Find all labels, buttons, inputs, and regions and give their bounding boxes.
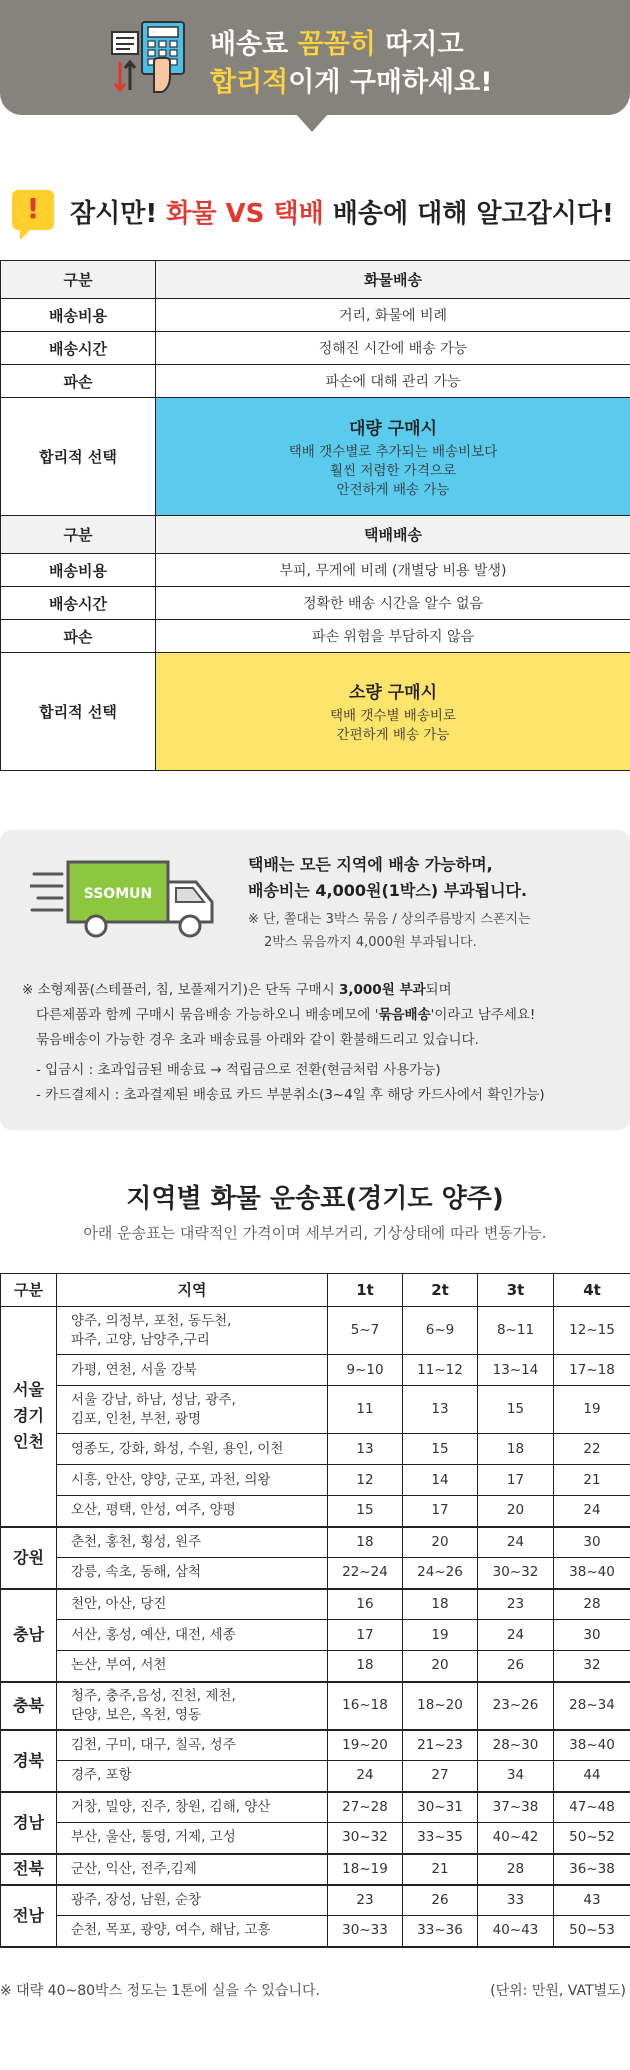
price-cell: 33 [478, 1885, 554, 1916]
price-cell: 15 [478, 1386, 554, 1434]
area-cell: 시흥, 안산, 양양, 군포, 과천, 의왕 [57, 1465, 328, 1496]
region-group-label: 전남 [1, 1885, 57, 1947]
cargo-choice-row [1, 398, 630, 516]
price-cell: 37~38 [478, 1792, 554, 1823]
section-heading: 잠시만! 화물 VS 택배 배송에 대해 알고갑시다! [70, 199, 614, 229]
price-cell: 22 [554, 1434, 630, 1465]
delivery-truck-icon [30, 852, 220, 942]
price-cell: 33~36 [403, 1916, 478, 1947]
price-cell: 28~30 [478, 1730, 554, 1761]
table-row [1, 1386, 630, 1434]
info-note-2: 2박스 묶음까지 4,000원 부과됩니다. [264, 935, 477, 950]
price-cell: 30~32 [328, 1823, 403, 1854]
truck-label: SSOMUN [83, 886, 153, 902]
banner-pointer [296, 114, 328, 132]
price-cell: 30~31 [403, 1792, 478, 1823]
unit-note: (단위: 만원, VAT별도) [490, 1983, 626, 1999]
table-row [1, 554, 630, 587]
parcel-choice-row [1, 653, 630, 771]
region-rate-table [0, 1273, 630, 1948]
price-cell: 30 [554, 1620, 630, 1651]
info-note-1: ※ 단, 쫄대는 3박스 묶음 / 상의주름방지 스폰지는 [248, 912, 531, 927]
price-cell: 43 [554, 1885, 630, 1916]
price-cell: 12 [328, 1465, 403, 1496]
price-cell: 33~35 [403, 1823, 478, 1854]
row-value: 파손 위험을 부담하지 않음 [156, 620, 630, 653]
price-cell: 21 [403, 1854, 478, 1885]
info-bullet-2: - 카드결제시 : 초과결제된 배송료 카드 부분취소(3~4일 후 해당 카드사에서 확인가능) [36, 1087, 545, 1103]
info-title-2: 배송비는 4,000원(1박스) 부과됩니다. [248, 881, 528, 900]
table-row [1, 1823, 630, 1854]
exclamation-icon: ! [12, 190, 54, 230]
price-cell: 40~43 [478, 1916, 554, 1947]
region-group-label: 서울 경기 인천 [1, 1307, 57, 1527]
price-cell: 47~48 [554, 1792, 630, 1823]
price-cell: 13~14 [478, 1355, 554, 1386]
column-header: 지역 [57, 1274, 328, 1307]
area-cell: 부산, 울산, 통영, 거제, 고성 [57, 1823, 328, 1854]
price-cell: 13 [328, 1434, 403, 1465]
price-cell: 16 [328, 1589, 403, 1620]
header-value: 화물배송 [156, 261, 630, 299]
price-cell: 24 [478, 1527, 554, 1558]
price-cell: 22~24 [328, 1558, 403, 1589]
price-cell: 27 [403, 1761, 478, 1792]
price-cell: 38~40 [554, 1558, 630, 1589]
choice-label: 합리적 선택 [1, 398, 156, 516]
choice-line: 안전하게 배송 가능 [336, 481, 450, 498]
price-cell: 17 [328, 1620, 403, 1651]
price-cell: 24 [554, 1496, 630, 1527]
region-group-label: 충북 [1, 1682, 57, 1730]
table-row [1, 1434, 630, 1465]
price-cell: 11 [328, 1386, 403, 1434]
column-header: 2t [403, 1274, 478, 1307]
price-cell: 30~32 [478, 1558, 554, 1589]
price-cell: 12~15 [554, 1307, 630, 1355]
price-cell: 11~12 [403, 1355, 478, 1386]
price-cell: 34 [478, 1761, 554, 1792]
price-cell: 5~7 [328, 1307, 403, 1355]
price-cell: 18 [328, 1527, 403, 1558]
price-cell: 24 [328, 1761, 403, 1792]
cargo-header-row [1, 261, 630, 299]
area-cell: 광주, 장성, 남원, 순창 [57, 1885, 328, 1916]
column-header: 1t [328, 1274, 403, 1307]
price-cell: 18 [403, 1589, 478, 1620]
price-cell: 17~18 [554, 1355, 630, 1386]
price-cell: 36~38 [554, 1854, 630, 1885]
parcel-header-row [1, 516, 630, 554]
table-row [1, 620, 630, 653]
price-cell: 6~9 [403, 1307, 478, 1355]
table-row [1, 1730, 630, 1761]
price-cell: 28~34 [554, 1682, 630, 1730]
area-cell: 서산, 홍성, 예산, 대전, 세종 [57, 1620, 328, 1651]
cargo-choice-cell [156, 398, 630, 516]
table-row [1, 1620, 630, 1651]
price-cell: 21 [554, 1465, 630, 1496]
footnote: ※ 대략 40~80박스 정도는 1톤에 실을 수 있습니다. [0, 1983, 320, 1999]
choice-title: 소량 구매시 [348, 683, 438, 703]
banner-line-1: 배송료 꼼꼼히 따지고 [210, 29, 464, 60]
table-row [1, 1465, 630, 1496]
area-cell: 춘천, 홍천, 횡성, 원주 [57, 1527, 328, 1558]
choice-line: 택배 갯수별로 추가되는 배송비보다 [288, 443, 498, 460]
price-cell: 18~19 [328, 1854, 403, 1885]
info-paragraph-1: ※ 소형제품(스테플러, 침, 보풀제거기)은 단독 구매시 3,000원 부과되며 [22, 982, 452, 998]
info-title-1: 택배는 모든 지역에 배송 가능하며, [248, 855, 493, 874]
area-cell: 영종도, 강화, 화성, 수원, 용인, 이천 [57, 1434, 328, 1465]
row-value: 정확한 배송 시간을 알수 없음 [156, 587, 630, 620]
area-cell: 강릉, 속초, 동해, 삼척 [57, 1558, 328, 1589]
choice-line: 택배 갯수별 배송비로 [330, 708, 456, 724]
area-cell: 가평, 연천, 서울 강북 [57, 1355, 328, 1386]
price-cell: 14 [403, 1465, 478, 1496]
region-group-label: 강원 [1, 1527, 57, 1589]
table-row [1, 1307, 630, 1355]
table-row [1, 587, 630, 620]
header-label: 구분 [1, 261, 156, 299]
area-cell: 오산, 평택, 안성, 여주, 양평 [57, 1496, 328, 1527]
table-row [1, 1761, 630, 1792]
area-cell: 청주, 충주,음성, 진천, 제천, 단양, 보은, 옥천, 영동 [57, 1682, 328, 1730]
table-row [1, 1682, 630, 1730]
area-cell: 경주, 포항 [57, 1761, 328, 1792]
price-cell: 15 [403, 1434, 478, 1465]
region-header-row [1, 1274, 630, 1307]
column-header: 구분 [1, 1274, 57, 1307]
choice-label: 합리적 선택 [1, 653, 156, 771]
price-cell: 19 [554, 1386, 630, 1434]
area-cell: 거창, 밀양, 진주, 창원, 김해, 양산 [57, 1792, 328, 1823]
table-row [1, 1496, 630, 1527]
price-cell: 8~11 [478, 1307, 554, 1355]
choice-title: 대량 구매시 [348, 418, 438, 439]
price-cell: 26 [403, 1885, 478, 1916]
price-cell: 50~52 [554, 1823, 630, 1854]
banner-line-2: 합리적이게 구매하세요! [210, 67, 493, 98]
table-row [1, 1792, 630, 1823]
area-cell: 논산, 부여, 서천 [57, 1651, 328, 1682]
row-value: 거리, 화물에 비례 [156, 299, 630, 332]
row-label: 배송비용 [1, 554, 156, 587]
price-cell: 16~18 [328, 1682, 403, 1730]
price-cell: 18 [478, 1434, 554, 1465]
header-label: 구분 [1, 516, 156, 554]
region-group-label: 경북 [1, 1730, 57, 1792]
column-header: 3t [478, 1274, 554, 1307]
row-label: 파손 [1, 365, 156, 398]
row-label: 파손 [1, 620, 156, 653]
price-cell: 17 [478, 1465, 554, 1496]
price-cell: 38~40 [554, 1730, 630, 1761]
choice-line: 훨씬 저렴한 가격으로 [330, 462, 456, 479]
price-cell: 18 [328, 1651, 403, 1682]
choice-line: 간편하게 배송 가능 [336, 727, 450, 743]
region-table-subtitle: 아래 운송표는 대략적인 가격이며 세부거리, 기상상태에 따라 변동가능. [83, 1224, 547, 1242]
delivery-info-box [0, 830, 630, 1130]
column-header: 4t [554, 1274, 630, 1307]
price-cell: 30~33 [328, 1916, 403, 1947]
region-group-label: 전북 [1, 1854, 57, 1885]
comparison-table [0, 260, 630, 771]
table-row [1, 1355, 630, 1386]
row-value: 파손에 대해 관리 가능 [156, 365, 630, 398]
table-row [1, 1558, 630, 1589]
table-row [1, 1651, 630, 1682]
row-value: 부피, 무게에 비례 (개별당 비용 발생) [156, 554, 630, 587]
price-cell: 19 [403, 1620, 478, 1651]
header-value: 택배배송 [156, 516, 630, 554]
area-cell: 천안, 아산, 당진 [57, 1589, 328, 1620]
calculator-hand-icon [110, 18, 192, 96]
area-cell: 김천, 구미, 대구, 칠곡, 성주 [57, 1730, 328, 1761]
price-cell: 15 [328, 1496, 403, 1527]
price-cell: 26 [478, 1651, 554, 1682]
region-group-label: 경남 [1, 1792, 57, 1854]
table-row [1, 1916, 630, 1947]
price-cell: 30 [554, 1527, 630, 1558]
table-row [1, 1527, 630, 1558]
price-cell: 24~26 [403, 1558, 478, 1589]
price-cell: 40~42 [478, 1823, 554, 1854]
parcel-choice-cell [156, 653, 630, 771]
price-cell: 28 [478, 1854, 554, 1885]
table-row [1, 1589, 630, 1620]
table-row [1, 299, 630, 332]
price-cell: 50~53 [554, 1916, 630, 1947]
info-paragraph-2: 다른제품과 함께 구매시 묶음배송 가능하오니 배송메모에 '묶음배송'이라고 남주세요! [36, 1007, 536, 1023]
price-cell: 20 [403, 1651, 478, 1682]
price-cell: 19~20 [328, 1730, 403, 1761]
price-cell: 20 [403, 1527, 478, 1558]
price-cell: 13 [403, 1386, 478, 1434]
price-cell: 21~23 [403, 1730, 478, 1761]
row-label: 배송시간 [1, 587, 156, 620]
area-cell: 양주, 의정부, 포천, 동두천, 파주, 고양, 남양주,구리 [57, 1307, 328, 1355]
price-cell: 28 [554, 1589, 630, 1620]
table-row [1, 332, 630, 365]
table-row [1, 365, 630, 398]
row-label: 배송시간 [1, 332, 156, 365]
price-cell: 23 [328, 1885, 403, 1916]
row-value: 정해진 시간에 배송 가능 [156, 332, 630, 365]
area-cell: 서울 강남, 하남, 성남, 광주, 김포, 인천, 부천, 광명 [57, 1386, 328, 1434]
row-label: 배송비용 [1, 299, 156, 332]
price-cell: 44 [554, 1761, 630, 1792]
price-cell: 23~26 [478, 1682, 554, 1730]
price-cell: 32 [554, 1651, 630, 1682]
price-cell: 20 [478, 1496, 554, 1527]
price-cell: 18~20 [403, 1682, 478, 1730]
table-row [1, 1854, 630, 1885]
price-cell: 9~10 [328, 1355, 403, 1386]
region-group-label: 충남 [1, 1589, 57, 1682]
price-cell: 17 [403, 1496, 478, 1527]
area-cell: 군산, 익산, 전주,김제 [57, 1854, 328, 1885]
info-bullet-1: - 입금시 : 초과입금된 배송료 → 적립금으로 전환(현금처럼 사용가능) [36, 1062, 441, 1078]
price-cell: 23 [478, 1589, 554, 1620]
info-paragraph-3: 묶음배송이 가능한 경우 초과 배송료를 아래와 같이 환불해드리고 있습니다. [36, 1032, 479, 1048]
price-cell: 24 [478, 1620, 554, 1651]
area-cell: 순천, 목포, 광양, 여수, 해남, 고흥 [57, 1916, 328, 1947]
table-row [1, 1885, 630, 1916]
banner [0, 0, 630, 115]
price-cell: 27~28 [328, 1792, 403, 1823]
region-table-title: 지역별 화물 운송표(경기도 양주) [126, 1184, 504, 1214]
